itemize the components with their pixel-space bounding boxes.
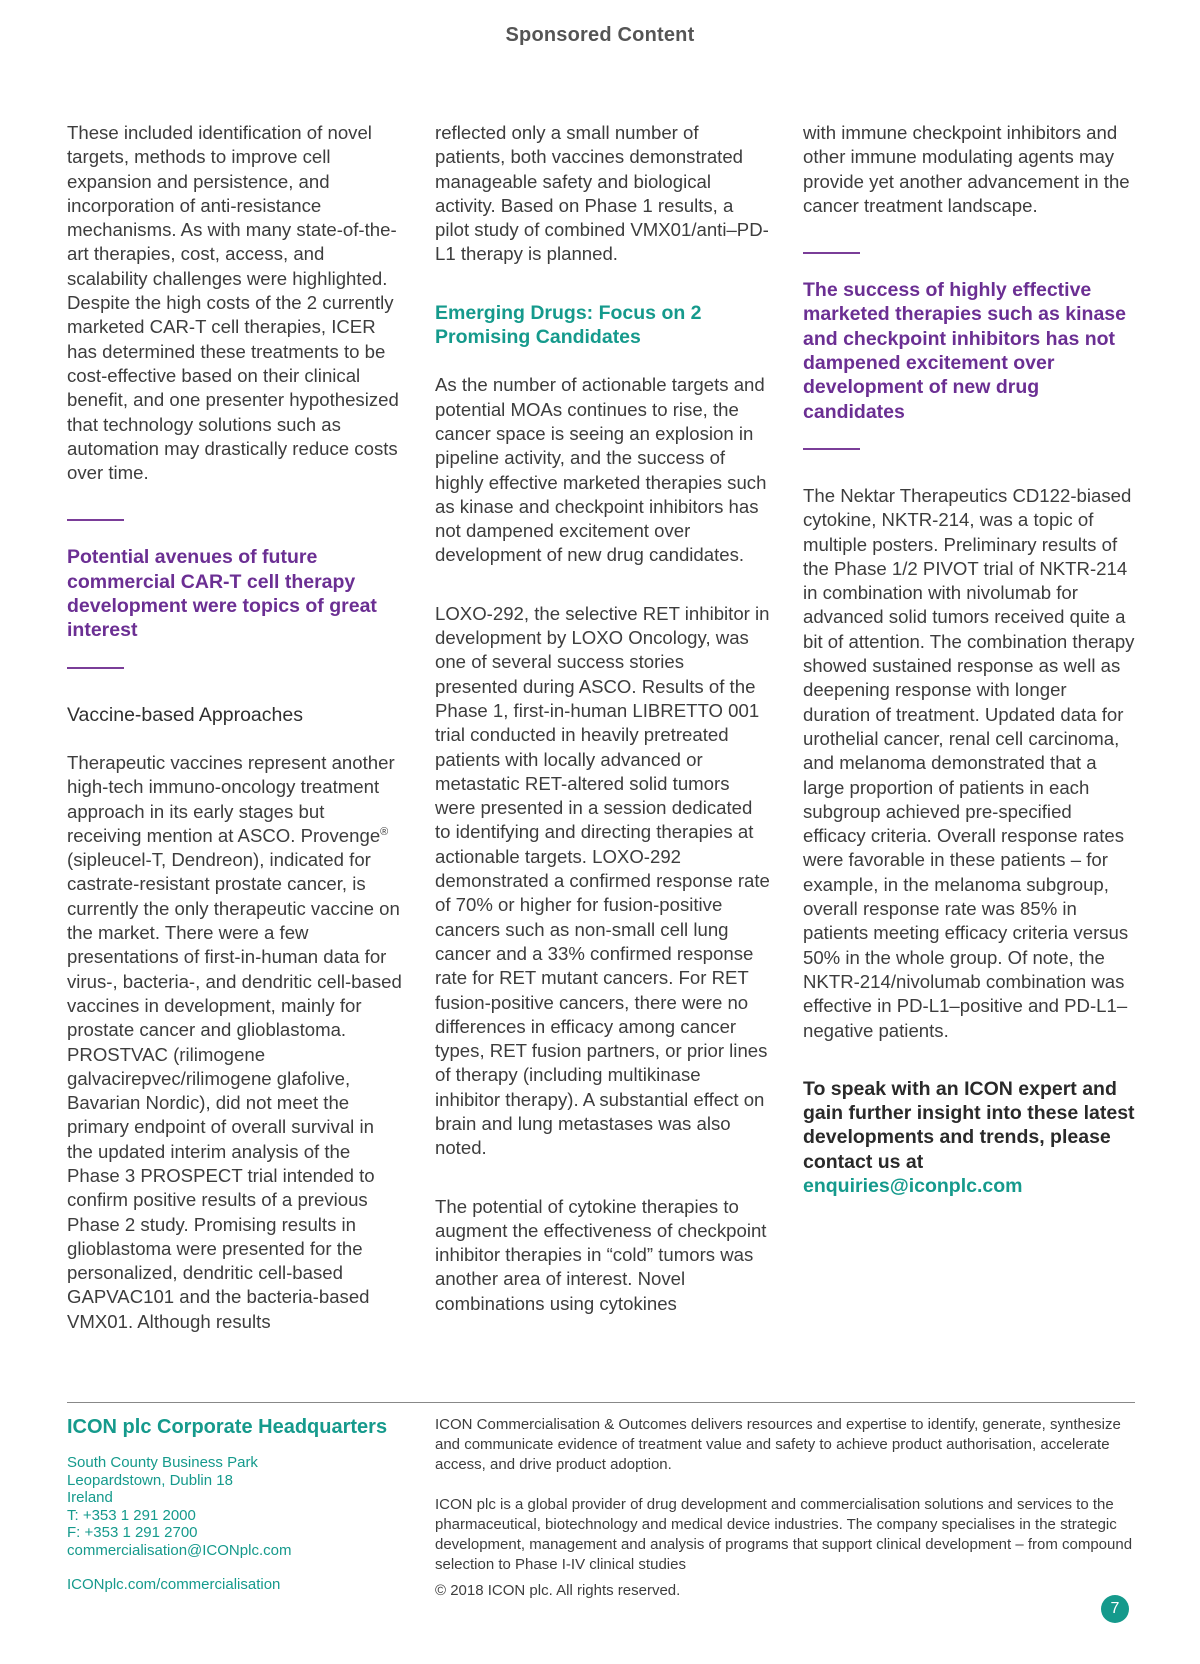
article-column-1	[67, 121, 402, 1334]
contact-callout	[803, 1077, 1138, 1198]
section-subheading: Emerging Drugs: Focus on 2 Promising Candidates	[435, 301, 702, 349]
page-number-badge: 7	[1101, 1595, 1129, 1623]
contact-email-link[interactable]: enquiries@iconplc.com	[803, 1174, 1023, 1197]
website-link[interactable]: ICONplc.com/commercialisation	[67, 1575, 281, 1593]
address-line: Leopardstown, Dublin 18	[67, 1471, 233, 1489]
headquarters-title: ICON plc Corporate Headquarters	[67, 1416, 388, 1438]
contact-callout-text: To speak with an ICON expert and gain further insight into these latest developments and trends, please contact us at	[803, 1077, 1135, 1173]
article-column-3	[803, 121, 1138, 1198]
address-line: South County Business Park	[67, 1454, 258, 1471]
body-paragraph: These included identification of novel targets, methods to improve cell expansion and persistence, and incorporation of anti-resistance mechanisms. As with many state-of-the-art therapies, cost, access, and scalability challenges were highlighted. Despite the high costs of the 2 currently marketed CAR-T cell therapies, ICER has determined these treatments to be cost-effective based on their clinical benefit, and one presenter hypothesized that technology solutions such as automation may drastically reduce costs over time.	[67, 122, 399, 484]
body-paragraph	[67, 751, 402, 1334]
about-paragraph: ICON plc is a global provider of drug development and commercialisation solutions and services to the pharmaceutical, biotechnology and medical device industries. The company specialises in the strategic development, management and analysis of programs that support clinical development – from compound selection to Phase I-IV clinical studies	[435, 1495, 1133, 1574]
hq-email-link[interactable]: commercialisation@ICONplc.com	[67, 1541, 292, 1559]
registered-mark: ®	[380, 825, 389, 838]
headquarters-block	[67, 1414, 407, 1593]
body-paragraph: The potential of cytokine therapies to augment the effectiveness of checkpoint inhibitor therapies in “cold” tumors was another area of interest. Novel combinations using cytokines	[435, 1195, 767, 1314]
page-header: Sponsored Content	[505, 24, 695, 46]
footer-divider	[67, 1402, 1135, 1403]
pullquote-rule-top	[67, 519, 124, 521]
pullquote-rule-bottom	[67, 667, 124, 669]
pullquote-rule-bottom	[803, 448, 860, 450]
article-column-2	[435, 121, 770, 1316]
body-text: (sipleucel-T, Dendreon), indicated for castrate-resistant prostate cancer, is currently the only therapeutic vaccine on the market. There were a few presentations of first-in-human data for virus-, bacteria-, and dendritic cell-based vaccines in development, mainly for prostate cancer and glioblastoma. PROSTVAC (rilimogene galvacirepvec/rilimogene glafolive, Bavarian Nordic), did not meet the primary endpoint of overall survival in the updated interim analysis of the Phase 3 PROSPECT trial intended to confirm positive results of a previous Phase 2 study. Promising results in glioblastoma were presented for the personalized, dendritic cell-based GAPVAC101 and the bacteria-based VMX01. Although results	[67, 849, 402, 1332]
body-paragraph: The Nektar Therapeutics CD122-biased cytokine, NKTR-214, was a topic of multiple posters. Preliminary results of the Phase 1/2 PIVOT trial of NKTR-214 in combination with nivolumab for advanced solid tumors received quite a bit of attention. The combination therapy showed sustained response as well as deepening response with longer duration of treatment. Updated data for urothelial cancer, renal cell carcinoma, and melanoma demonstrated that a large proportion of patients in each subgroup achieved pre-specified efficacy criteria. Overall response rates were favorable in these patients – for example, in the melanoma subgroup, overall response rate was 85% in patients meeting efficacy criteria versus 50% in the whole group. Of note, the NKTR-214/nivolumab combination was effective in PD-L1–positive and PD-L1–negative patients.	[803, 484, 1135, 1041]
pullquote: The success of highly effective marketed therapies such as kinase and checkpoint inhibitors has not dampened excitement over development of new drug candidates	[803, 279, 1126, 423]
body-paragraph: reflected only a small number of patients, both vaccines demonstrated manageable safety and biological activity. Based on Phase 1 results, a pilot study of combined VMX01/anti–PD-L1 therapy is planned.	[435, 122, 769, 265]
fax-number: F: +353 1 291 2700	[67, 1524, 198, 1542]
phone-number: T: +353 1 291 2000	[67, 1506, 196, 1524]
about-paragraph: ICON Commercialisation & Outcomes delivers resources and expertise to identify, generate, synthesize and communicate evidence of treatment value and safety to achieve product authorisation, accelerate access, and drive product adoption.	[435, 1416, 1121, 1474]
body-paragraph: LOXO-292, the selective RET inhibitor in development by LOXO Oncology, was one of several success stories presented during ASCO. Results of the Phase 1, first-in-human LIBRETTO 001 trial conducted in heavily pretreated patients with locally advanced or metastatic RET-altered solid tumors were presented in a session dedicated to identifying and directing therapies at actionable targets. LOXO-292 demonstrated a confirmed response rate of 70% or higher for fusion-positive cancers such as non-small cell lung cancer and a 33% confirmed response rate for RET mutant cancers. For RET fusion-positive cancers, there were no differences in efficacy among cancer types, RET fusion partners, or prior lines of therapy (including multikinase inhibitor therapy). A substantial effect on brain and lung metastases was also noted.	[435, 602, 770, 1159]
copyright: © 2018 ICON plc. All rights reserved.	[435, 1582, 681, 1600]
body-text: Therapeutic vaccines represent another high-tech immuno-oncology treatment approach in its early stages but receiving mention at ASCO. Provenge	[67, 751, 395, 846]
section-subheading: Vaccine-based Approaches	[67, 703, 303, 726]
body-paragraph: As the number of actionable targets and potential MOAs continues to rise, the cancer space is seeing an explosion in pipeline activity, and the success of highly effective marketed therapies such as kinase and checkpoint inhibitors has not dampened excitement over development of new drug candidates.	[435, 374, 767, 566]
pullquote: Potential avenues of future commercial CAR-T cell therapy development were topics of great interest	[67, 546, 377, 642]
body-paragraph: with immune checkpoint inhibitors and other immune modulating agents may provide yet another advancement in the cancer treatment landscape.	[803, 122, 1130, 216]
company-about	[435, 1415, 1140, 1602]
address-line: Ireland	[67, 1489, 113, 1507]
pullquote-rule-top	[803, 252, 860, 254]
